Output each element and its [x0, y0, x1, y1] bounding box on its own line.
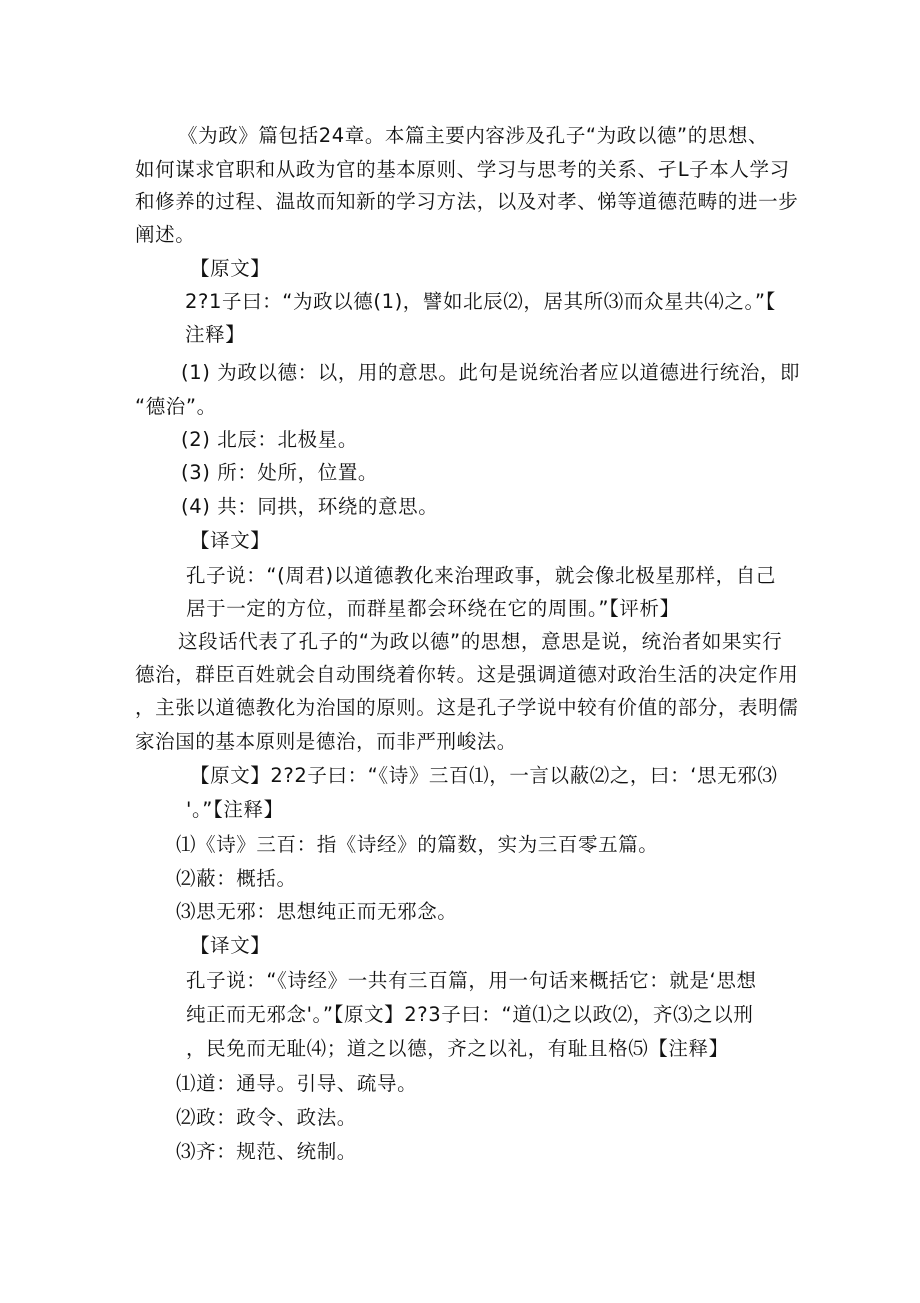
note-2-2-3: ⑶思无邪：思想纯正而无邪念。 [176, 900, 458, 923]
analysis-line-2: 德治，群臣百姓就会自动围绕着你转。这是强调道德对政治生活的决定作用 [135, 663, 799, 686]
note-2-3-1: ⑴道：通导。引导、疏导。 [176, 1072, 418, 1095]
heading-translation-2: 【译文】 [190, 934, 271, 957]
intro-line-4: 阐述。 [135, 223, 196, 246]
heading-original: 【原文】 [190, 257, 271, 280]
analysis-line-4: 家治国的基本原则是德治，而非严刑峻法。 [135, 730, 517, 753]
intro-line-3: 和修养的过程、温故而知新的学习方法，以及对孝、悌等道德范畴的进一步 [135, 190, 799, 213]
passage-2-3-line-2: ，民免而无耻⑷；道之以德，齐之以礼，有耻且格⑸【注释】 [186, 1037, 729, 1060]
intro-line-2: 如何谋求官职和从政为官的基本原则、学习与思考的关系、孑L子本人学习 [135, 158, 790, 181]
passage-2-1: 2?1子曰：“为政以德(1)，譬如北辰⑵，居其所⑶而众星共⑷之。”【 [185, 290, 776, 313]
analysis-line-3: ，主张以道德教化为治国的原则。这是孔子学说中较有价值的部分，表明儒 [135, 696, 799, 719]
note-1-line-2: “德治”。 [135, 395, 217, 418]
note-2: (2) 北辰：北极星。 [181, 428, 358, 451]
passage-2-2-line-1: 【原文】2?2子曰：“《诗》三百⑴，一言以蔽⑵之，曰：‘思无邪⑶ [190, 764, 778, 787]
passage-2-2-line-2: '。”【注释】 [186, 798, 284, 821]
intro-line-1: 《为政》篇包括24章。本篇主要内容涉及孔子“为政以德”的思想、 [178, 124, 769, 147]
note-2-2-1: ⑴《诗》三百：指《诗经》的篇数，实为三百零五篇。 [176, 833, 659, 856]
translation-2-line-1: 孔子说：“《诗经》一共有三百篇，用一句话来概括它：就是‘思想 [186, 969, 757, 992]
note-3: (3) 所：处所，位置。 [181, 461, 379, 484]
note-1-line-1: (1) 为政以德：以，用的意思。此句是说统治者应以道德进行统治，即 [181, 361, 801, 384]
note-2-3-2: ⑵政：政令、政法。 [176, 1106, 357, 1129]
note-2-3-3: ⑶齐：规范、统制。 [176, 1140, 357, 1163]
translation-line-1: 孔子说：“(周君)以道德教化来治理政事，就会像北极星那样，自己 [186, 564, 776, 587]
note-4: (4) 共：同拱，环绕的意思。 [181, 495, 439, 518]
translation-line-2: 居于一定的方位，而群星都会环绕在它的周围。”【评析】 [186, 597, 680, 620]
note-2-2-2: ⑵蔽：概括。 [176, 867, 297, 890]
translation-2-line-2: 纯正而无邪念'。”【原文】2?3子曰：“道⑴之以政⑵，齐⑶之以刑 [186, 1003, 754, 1026]
analysis-line-1: 这段话代表了孔子的“为政以德”的思想，意思是说，统治者如果实行 [178, 630, 783, 653]
heading-translation: 【译文】 [190, 529, 271, 552]
heading-notes: 注释】 [185, 323, 246, 346]
